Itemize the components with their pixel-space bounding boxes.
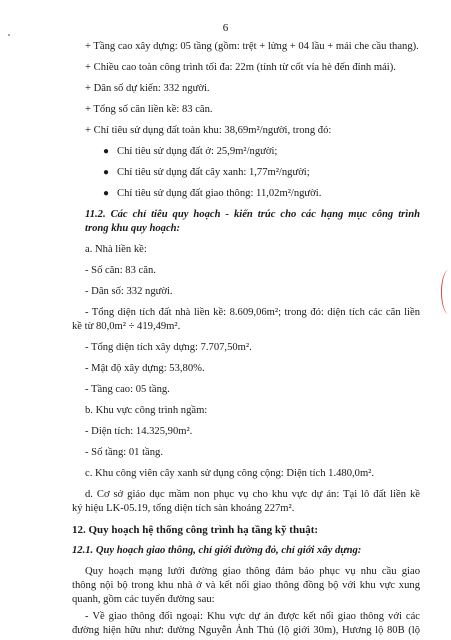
heading-11-2-line1: 11.2. Các chỉ tiêu quy hoạch - kiến trúc cho các hạng mục công trình xyxy=(85,209,420,220)
section-c-line: c. Khu công viên cây xanh sử dụng công cộng: Diện tích 1.480,0m². xyxy=(85,468,375,479)
section-a-density: - Mật độ xây dựng: 53,80%. xyxy=(85,363,205,374)
page-number: 6 xyxy=(222,22,229,34)
bullet-traffic: Chỉ tiêu sử dụng đất giao thông: 11,02m²/người. xyxy=(117,188,322,199)
external-para-line1: - Về giao thông đối ngoại: Khu vực dự án được kết nối giao thông với các xyxy=(85,611,420,622)
section-a-area-line2: kề từ 80,0m² ÷ 419,49m². xyxy=(72,321,181,332)
section-d-line2: ký hiệu LK-05.19, tổng diện tích sàn khoảng 227m². xyxy=(72,503,295,514)
section-b-floors: - Số tầng: 01 tầng. xyxy=(85,447,163,458)
section-b-area: - Diện tích: 14.325,90m². xyxy=(85,426,193,437)
section-a-floors: - Tầng cao: 05 tầng. xyxy=(85,384,170,395)
section-a-title: a. Nhà liền kề: xyxy=(85,244,147,255)
red-margin-mark xyxy=(441,270,451,314)
population-line: + Dân số dự kiến: 332 người. xyxy=(85,83,210,94)
floor-height-line: + Tầng cao xây dựng: 05 tầng (gồm: trệt + lửng + 04 lầu + mái che cầu thang). xyxy=(85,41,419,52)
scan-speck xyxy=(8,34,10,36)
heading-12-1: 12.1. Quy hoạch giao thông, chỉ giới đường đỏ, chỉ giới xây dựng: xyxy=(72,545,362,556)
section-a-area-line1: - Tổng diện tích đất nhà liền kề: 8.609,06m²; trong đó: diện tích các căn liền xyxy=(85,307,420,318)
section-b-title: b. Khu vực công trình ngầm: xyxy=(85,405,208,416)
heading-12: 12. Quy hoạch hệ thống công trình hạ tầng kỹ thuật: xyxy=(72,524,319,536)
bullet-icon: ● xyxy=(103,167,110,178)
traffic-para-line2: thông nội bộ trong khu nhà ở và kết nối giao thông đồng bộ với khu vực xung xyxy=(72,580,420,591)
max-height-line: + Chiều cao toàn công trình tối đa: 22m (tính từ cốt vỉa hè đến đỉnh mái). xyxy=(85,62,396,73)
bullet-icon: ● xyxy=(103,188,110,199)
bullet-residential: Chỉ tiêu sử dụng đất ở: 25,9m²/người; xyxy=(117,146,278,157)
bullet-icon: ● xyxy=(103,146,110,157)
traffic-para-line1: Quy hoạch mạng lưới đường giao thông đảm bảo phục vụ nhu cầu giao xyxy=(85,566,420,577)
section-a-unit-count: - Số căn: 83 căn. xyxy=(85,265,156,276)
bullet-greenery: Chỉ tiêu sử dụng đất cây xanh: 1,77m²/người; xyxy=(117,167,310,178)
section-a-population: - Dân số: 332 người. xyxy=(85,286,173,297)
section-a-build-area: - Tổng diện tích xây dựng: 7.707,50m². xyxy=(85,342,252,353)
section-d-line1: d. Cơ sở giáo dục mầm non phục vụ cho khu vực dự án: Tại lô đất liền kề xyxy=(85,489,420,500)
external-para-line2: đường hiện hữu như: đường Nguyễn Ảnh Thủ (lộ giới 30m), Hương lộ 80B (lộ xyxy=(72,625,420,636)
traffic-para-line3: quanh, gồm các tuyến đường sau: xyxy=(72,594,215,605)
heading-11-2-line2: trong khu quy hoạch: xyxy=(85,223,181,234)
unit-count-line: + Tổng số căn liền kề: 83 căn. xyxy=(85,104,213,115)
land-use-index-line: + Chỉ tiêu sử dụng đất toàn khu: 38,69m²/người, trong đó: xyxy=(85,125,332,136)
